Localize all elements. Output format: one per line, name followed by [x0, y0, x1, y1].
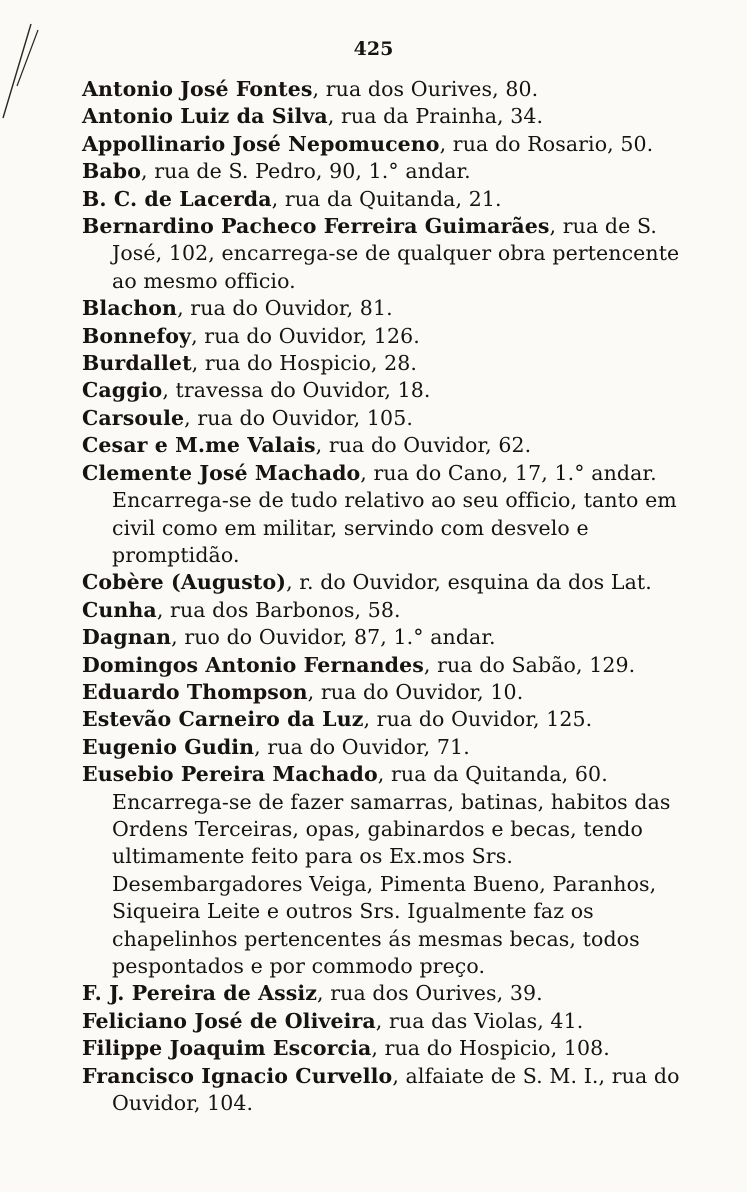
- entry-name: Appollinario José Nepomuceno: [82, 131, 440, 156]
- list-item: [82, 679, 682, 706]
- entry-details: , rua de S. José, 102, encarrega-se de qualquer obra pertencente ao mesmo officio.: [112, 214, 680, 293]
- entry-details: , rua do Ouvidor, 62.: [315, 433, 532, 458]
- entry-details: , travessa do Ouvidor, 18.: [162, 378, 431, 403]
- entry-name: B. C. de Lacerda: [82, 186, 272, 211]
- entry-details: , rua da Quitanda, 60. Encarrega-se de fazer samarras, batinas, habitos das Ordens Terceiras, opas, gabinardos e becas, tendo ultimamente feito para os Ex.mos Srs. Desembargadores Veiga, Pimenta Bueno, Paranhos, Siqueira Leite e outros Srs. Igualmente faz os chapelinhos pertencentes ás mesmas becas, todos pespontados e por commodo preço.: [112, 762, 671, 978]
- entry-details: , rua do Rosario, 50.: [439, 131, 654, 156]
- entry-details: , rua do Ouvidor, 125.: [363, 707, 593, 732]
- entry-name: Blachon: [82, 296, 178, 321]
- list-item: [82, 186, 682, 213]
- entry-name: Francisco Ignacio Curvello: [82, 1063, 393, 1088]
- entry-name: Eugenio Gudin: [82, 734, 255, 759]
- entry-details: , rua da Prainha, 34.: [327, 104, 544, 129]
- list-item: [82, 405, 682, 432]
- list-item: [82, 350, 682, 377]
- entry-details: , ruo do Ouvidor, 87, 1.° andar.: [171, 625, 496, 650]
- entry-name: Cesar e M.me Valais: [82, 433, 316, 458]
- entry-details: , rua do Hospicio, 108.: [371, 1036, 610, 1061]
- entry-details: , rua dos Ourives, 80.: [312, 77, 539, 101]
- entry-details: , rua dos Barbonos, 58.: [156, 597, 401, 622]
- entry-details: , rua da Quitanda, 21.: [271, 186, 502, 211]
- list-item: [82, 1035, 682, 1062]
- list-item: [82, 377, 682, 404]
- list-item: [82, 597, 682, 624]
- entry-details: , rua do Ouvidor, 126.: [191, 323, 420, 348]
- directory-list: [82, 76, 682, 1117]
- list-item: [82, 76, 682, 103]
- list-item: [82, 1063, 682, 1118]
- entry-name: Estevão Carneiro da Luz: [82, 707, 364, 732]
- entry-details: , alfaiate de S. M. I., rua do Ouvidor, 104.: [112, 1063, 680, 1116]
- list-item: [82, 1008, 682, 1035]
- list-item: [82, 761, 682, 980]
- entry-name: Antonio José Fontes: [82, 77, 313, 101]
- entry-name: Bernardino Pacheco Ferreira Guimarães: [82, 214, 550, 239]
- entry-name: Burdallet: [82, 351, 192, 376]
- entry-details: , rua do Ouvidor, 81.: [177, 296, 393, 321]
- list-item: [82, 131, 682, 158]
- list-item: [82, 734, 682, 761]
- entry-details: , rua das Violas, 41.: [375, 1008, 584, 1033]
- entry-details: , rua do Sabão, 129.: [423, 652, 636, 677]
- entry-details: , rua do Ouvidor, 10.: [307, 679, 524, 704]
- list-item: [82, 706, 682, 733]
- list-item: [82, 652, 682, 679]
- entry-name: Antonio Luiz da Silva: [82, 104, 328, 129]
- entry-details: , rua dos Ourives, 39.: [317, 981, 543, 1006]
- entry-name: Eduardo Thompson: [82, 679, 308, 704]
- entry-name: Filippe Joaquim Escorcia: [82, 1036, 372, 1061]
- entry-details: , rua do Cano, 17, 1.° andar. Encarrega-se de tudo relativo ao seu officio, tanto em civil como em militar, servindo com desvelo e promptidão.: [112, 460, 677, 567]
- list-item: [82, 103, 682, 130]
- list-item: [82, 213, 682, 295]
- entry-name: Caggio: [82, 378, 163, 403]
- entry-name: Eusebio Pereira Machado: [82, 762, 378, 787]
- entry-name: Bonnefoy: [82, 323, 192, 348]
- entry-details: , r. do Ouvidor, esquina da dos Lat.: [286, 570, 652, 595]
- entry-details: , rua do Ouvidor, 71.: [254, 734, 470, 759]
- entry-name: Babo: [82, 159, 142, 184]
- list-item: [82, 980, 682, 1007]
- page-number: 425: [353, 38, 394, 60]
- list-item: [82, 460, 682, 570]
- list-item: [82, 569, 682, 596]
- entry-details: , rua do Hospicio, 28.: [191, 351, 418, 376]
- entry-details: , rua do Ouvidor, 105.: [184, 405, 413, 430]
- list-item: [82, 624, 682, 651]
- entry-name: Cunha: [82, 597, 157, 622]
- list-item: [82, 295, 682, 322]
- entry-name: Dagnan: [82, 625, 172, 650]
- list-item: [82, 158, 682, 185]
- entry-name: Carsoule: [82, 405, 185, 430]
- list-item: [82, 432, 682, 459]
- list-item: [82, 323, 682, 350]
- entry-name: Feliciano José de Oliveira: [82, 1008, 376, 1033]
- entry-name: Domingos Antonio Fernandes: [82, 652, 424, 677]
- entry-name: Clemente José Machado: [82, 460, 361, 485]
- entry-name: F. J. Pereira de Assiz: [82, 981, 318, 1006]
- entry-details: , rua de S. Pedro, 90, 1.° andar.: [141, 159, 471, 184]
- entry-name: Cobère (Augusto): [82, 570, 287, 595]
